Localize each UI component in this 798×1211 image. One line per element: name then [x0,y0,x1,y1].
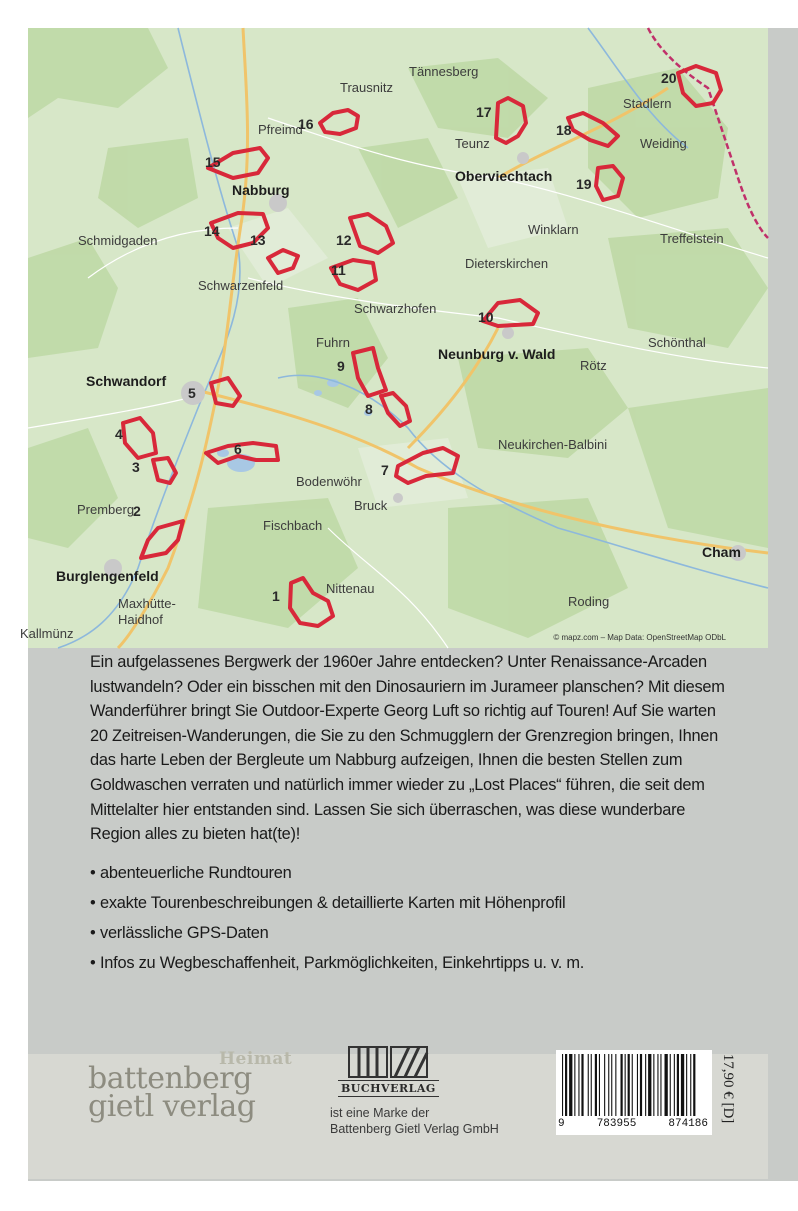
tour-number: 4 [115,426,123,442]
feature-item: • exakte Tourenbeschreibungen & detaillierte Karten mit Höhenprofil [90,893,566,912]
tour-route-6 [206,443,278,463]
feature-item: • abenteuerliche Rundtouren [90,863,292,882]
place-label: Schwarzenfeld [198,278,284,293]
place-label: Dieterskirchen [465,256,549,271]
place-label: Teunz [455,136,490,151]
tour-number: 7 [381,462,389,478]
tour-route-18 [568,113,618,146]
place-label: Stadlern [623,96,672,111]
place-label: Neunburg v. Wald [438,346,556,362]
tour-number: 19 [576,176,592,192]
place-label: Fuhrn [316,335,350,350]
tour-route-4 [123,418,156,458]
tour-number: 10 [478,309,494,325]
buchverlag-logo-icon [349,1045,429,1085]
tour-number: 14 [204,223,220,239]
place-label: Fischbach [263,518,323,533]
place-label: Pfreimd [258,122,303,137]
tour-number: 11 [331,262,346,278]
place-label: Treffelstein [660,231,724,246]
place-label: Haidhof [118,612,163,627]
place-label: Oberviechtach [455,168,553,184]
place-label: Tännesberg [409,64,479,79]
tour-route-19 [596,166,623,200]
place-label: Schwandorf [86,373,167,389]
place-label: Schmidgaden [78,233,158,248]
tour-route-9 [353,348,386,396]
place-label: Rötz [580,358,607,373]
tour-route-13 [268,250,298,273]
place-label: Cham [702,544,741,560]
back-cover [20,28,798,1181]
logo-battenberg-text: battenberg [88,1061,252,1096]
blurb [90,650,730,981]
tour-route-2 [141,521,183,558]
tour-number: 17 [476,104,492,120]
buchverlag-label: BUCHVERLAG [338,1080,439,1097]
tour-number: 1 [272,588,280,604]
map-attribution: © mapz.com – Map Data: OpenStreetMap ODbL [553,633,726,642]
tour-route-12 [350,214,393,253]
place-label: Maxhütte- [118,596,176,611]
place-label: Burglengenfeld [56,568,159,584]
description-text: Ein aufgelassenes Bergwerk der 1960er Jahre entdecken? Unter Renaissance-Arcaden lustwandeln? Oder ein bisschen mit den Dinosauriern im Jurameer planschen? Mit diesem Wanderführer bringt Sie Outdoor-Experte Georg Luft so richtig auf Touren! Auf Sie warten 20 Zeitreisen-Wanderungen, die Sie zu den Schmugglern der Grenzregion bringen, Ihnen das harte Leben der Bergleute um Nabburg aufzeigen, Ihnen die besten Stellen zum Goldwaschen verraten und natürlich immer wieder zu „Lost Places“ führen, die seit dem Mittelalter hier entstanden sind. Lassen Sie sich überraschen, was diese wunderbare Region alles zu bieten hat(te)! [90,653,725,844]
logo-heimat-text: Heimat [219,1049,293,1069]
place-label: Roding [568,594,610,609]
tour-number: 3 [132,459,140,475]
tour-route-16 [320,110,358,134]
tour-number: 15 [205,154,221,170]
logo-gietl-verlag-text: gietl verlag [88,1089,256,1124]
place-label: Bodenwöhr [296,474,362,489]
price-label: 17,90 € [D] [720,1053,736,1124]
feature-item: • verlässliche GPS-Daten [90,923,269,942]
tour-number: 20 [661,70,677,86]
tour-route-7 [396,448,458,483]
place-label: Schönthal [648,335,706,350]
feature-item: • Infos zu Wegbeschaffenheit, Parkmöglichkeiten, Einkehrtipps u. v. m. [90,954,585,973]
tour-map [20,28,768,648]
tour-number: 9 [337,358,345,374]
place-label: Nabburg [232,182,290,198]
tour-route-20 [678,66,721,106]
place-label: Weiding [640,136,687,151]
feature-list [90,861,730,976]
tour-route-8 [381,393,410,426]
tour-number: 12 [336,232,352,248]
place-label: Winklarn [528,222,579,237]
place-label: Kallmünz [20,626,74,641]
tour-route-3 [153,458,176,483]
tour-number: 18 [556,122,572,138]
place-label: Neukirchen-Balbini [498,437,608,452]
place-label: Schwarzhofen [354,301,437,316]
place-label: Bruck [354,498,388,513]
place-label: Nittenau [326,581,375,596]
tour-number: 6 [234,441,242,457]
isbn-digits: 9 783955 874186 [558,1118,708,1130]
place-label: Premberg [77,502,135,517]
tour-number: 16 [298,116,314,132]
imprint-note: ist eine Marke der Battenberg Gietl Verlag GmbH [330,1106,499,1136]
tour-route-17 [496,98,526,143]
place-label: Trausnitz [340,80,393,95]
tour-number: 2 [133,503,141,519]
tour-number: 5 [188,385,196,401]
tour-number: 8 [365,401,373,417]
tour-route-5 [211,378,240,406]
tour-number: 13 [250,232,266,248]
